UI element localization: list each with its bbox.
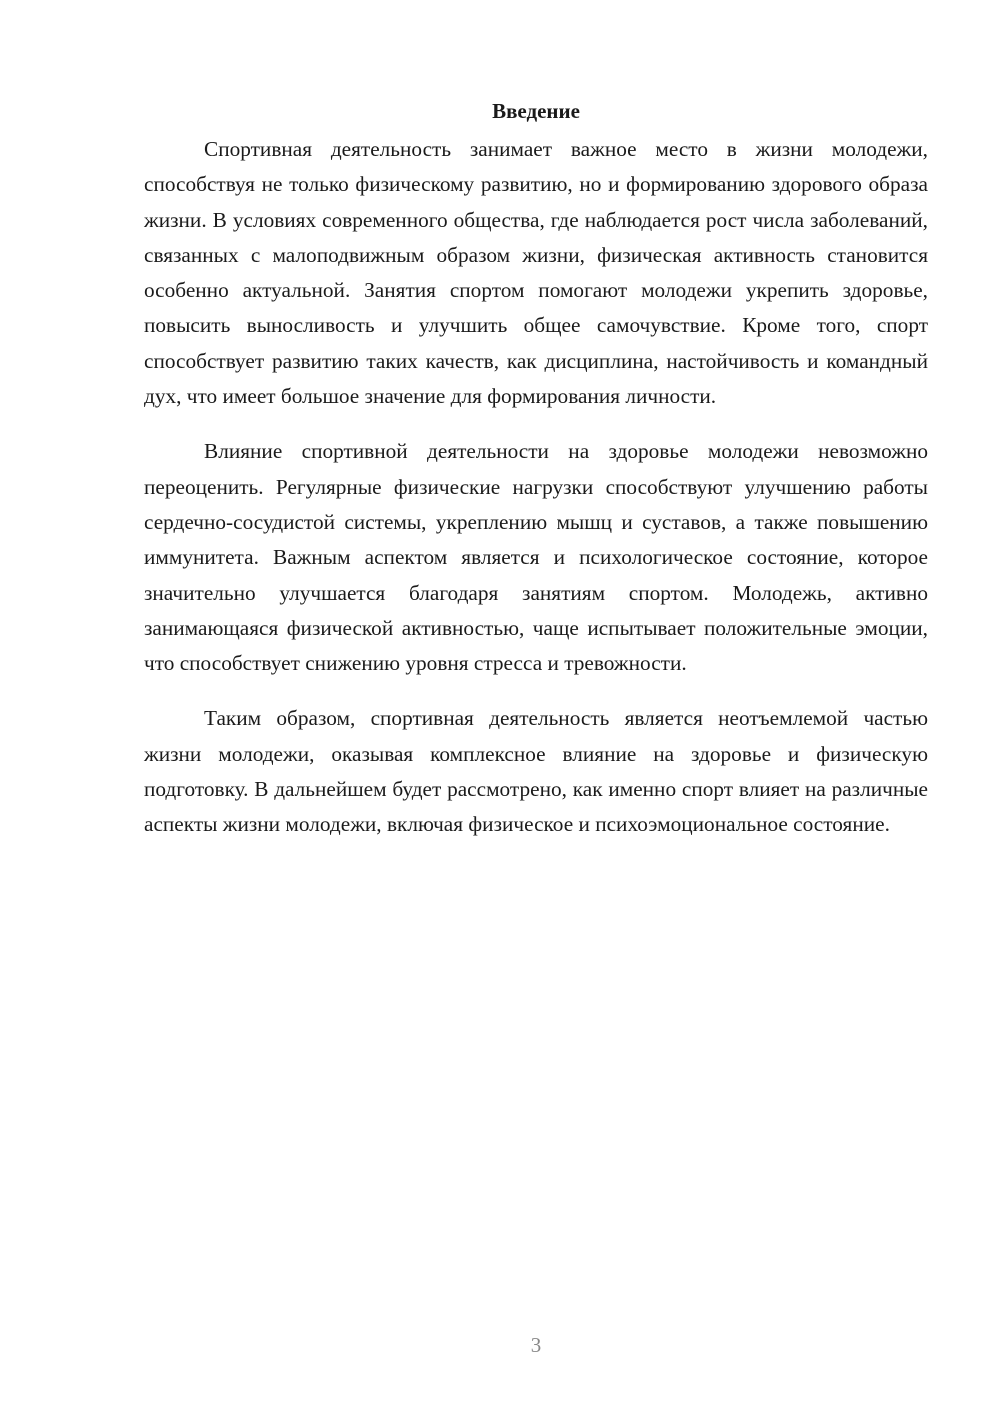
section-heading: Введение <box>492 99 580 123</box>
paragraph-2: Влияние спортивной деятельности на здоровье молодежи невозможно переоценить. Регулярные физические нагрузки способствуют улучшению работы сердечно-сосудистой системы, укреплению мышц и суставов, а также повышению иммунитета. Важным аспектом является и психологическое состояние, которое значительно улучшается благодаря занятиям спортом. Молодежь, активно занимающаяся физической активностью, чаще испытывает положительные эмоции, что способствует снижению уровня стресса и тревожности. <box>144 439 928 676</box>
paragraph-3: Таким образом, спортивная деятельность является неотъемлемой частью жизни молодежи, оказывая комплексное влияние на здоровье и физическую подготовку. В дальнейшем будет рассмотрено, как именно спорт влияет на различные аспекты жизни молодежи, включая физическое и психоэмоциональное состояние. <box>144 706 928 837</box>
paragraph-1: Спортивная деятельность занимает важное место в жизни молодежи, способствуя не только физическому развитию, но и формированию здорового образа жизни. В условиях современного общества, где наблюдается рост числа заболеваний, связанных с малоподвижным образом жизни, физическая активность становится особенно актуальной. Занятия спортом помогают молодежи укрепить здоровье, повысить выносливость и улучшить общее самочувствие. Кроме того, спорт способствует развитию таких качеств, как дисциплина, настойчивость и командный дух, что имеет большое значение для формирования личности. <box>144 137 928 409</box>
page-number: 3 <box>530 1333 542 1357</box>
document-body <box>144 90 928 843</box>
